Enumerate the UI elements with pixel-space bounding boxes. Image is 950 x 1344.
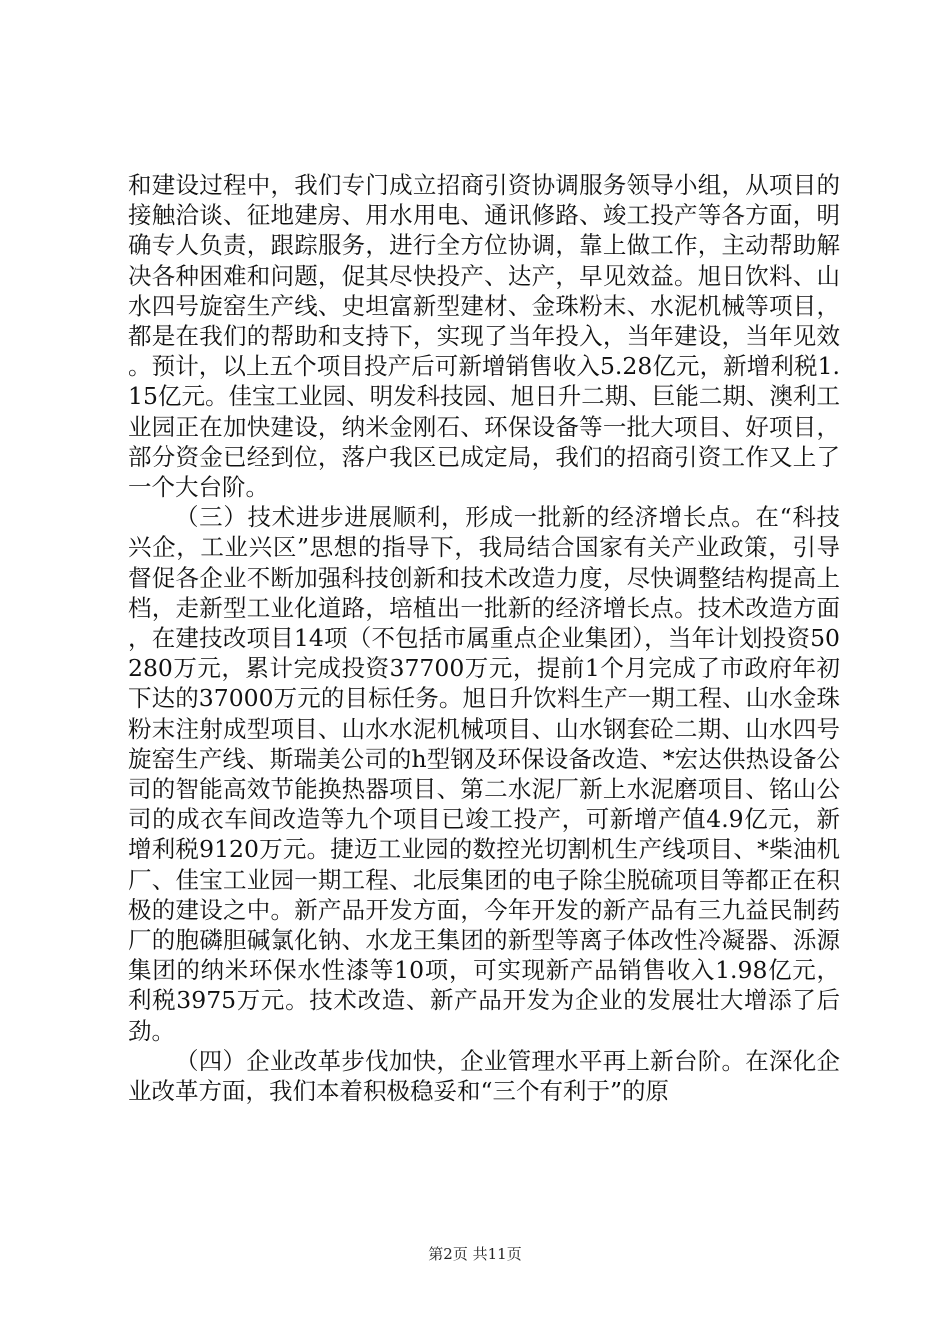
page-number-footer: 第2页 共11页 [428,1245,522,1263]
paragraph-section-3: （三）技术进步进展顺利，形成一批新的经济增长点。在“科技兴企，工业兴区”思想的指导下，我局结合国家有关产业政策，引导督促各企业不断加强科技创新和技术改造力度，尽快调整结构提高上档，走新型工业化道路，培植出一批新的经济增长点。技术改造方面，在建技改项目14项（不包括市属重点企业集团），当年计划投资50280万元，累计完成投资37700万元，提前1个月完成了市政府年初下达的37000万元的目标任务。旭日升饮料生产一期工程、山水金珠粉末注射成型项目、山水水泥机械项目、山水钢套砼二期、山水四号旋窑生产线、斯瑞美公司的h型钢及环保设备改造、*宏达供热设备公司的智能高效节能换热器项目、第二水泥厂新上水泥磨项目、铭山公司的成衣车间改造等九个项目已竣工投产，可新增产值4.9亿元，新增利税9120万元。捷迈工业园的数控光切割机生产线项目、*柴油机厂、佳宝工业园一期工程、北辰集团的电子除尘脱硫项目等都正在积极的建设之中。新产品开发方面，今年开发的新产品有三九益民制药厂的胞磷胆碱氯化钠、水龙王集团的新型等离子体改性冷凝器、泺源集团的纳米环保水性漆等10项，可实现新产品销售收入1.98亿元，利税3975万元。技术改造、新产品开发为企业的发展壮大增添了后劲。 [128,503,840,1045]
body-text [128,170,840,1106]
paragraph-continuation: 和建设过程中，我们专门成立招商引资协调服务领导小组，从项目的接触洽谈、征地建房、用水用电、通讯修路、竣工投产等各方面，明确专人负责，跟踪服务，进行全方位协调，靠上做工作，主动帮助解决各种困难和问题，促其尽快投产、达产，早见效益。旭日饮料、山水四号旋窑生产线、史坦富新型建材、金珠粉末、水泥机械等项目，都是在我们的帮助和支持下，实现了当年投入，当年建设，当年见效。预计，以上五个项目投产后可新增销售收入5.28亿元，新增利税1.15亿元。佳宝工业园、明发科技园、旭日升二期、巨能二期、澳利工业园正在加快建设，纳米金刚石、环保设备等一批大项目、好项目，部分资金已经到位，落户我区已成定局，我们的招商引资工作又上了一个大台阶。 [128,171,840,502]
paragraph-section-4: （四）企业改革步伐加快，企业管理水平再上新台阶。在深化企业改革方面，我们本着积极稳妥和“三个有利于”的原 [128,1046,840,1106]
